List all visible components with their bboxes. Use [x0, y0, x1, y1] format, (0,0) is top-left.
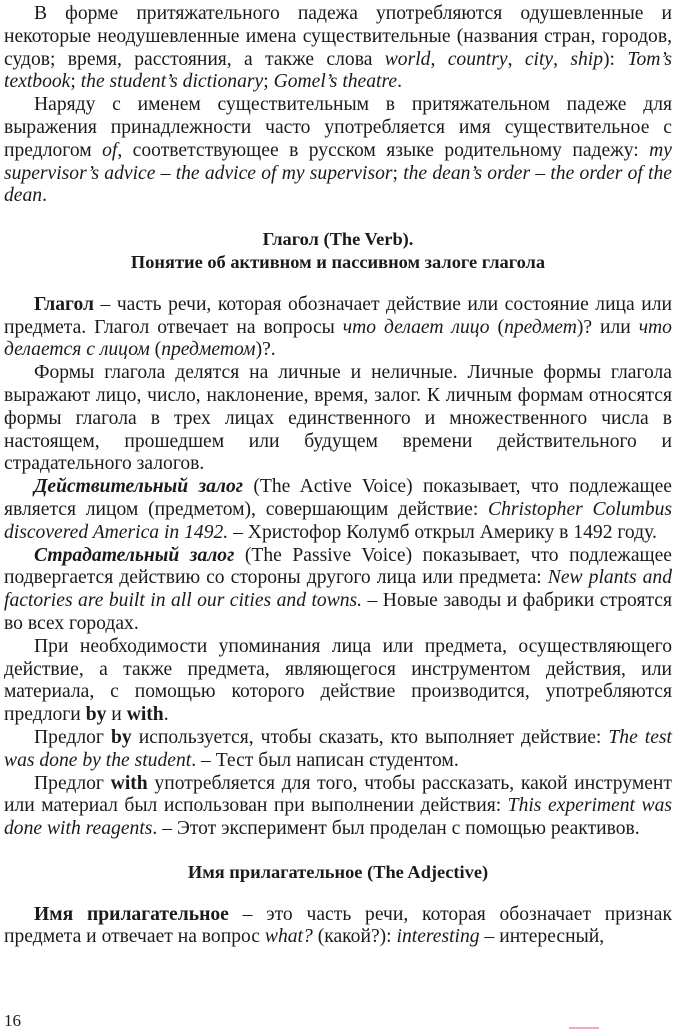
paragraph-of-construction: Наряду с именем существительным в притяжательном падеже для выражения принадлежности часто употребляется имя существительное с предлогом of, соответствующее в русском языке родительному падежу: my supervisor’s advice – the advice of my supervisor; the dean’s order – the order of the dean.: [4, 94, 672, 207]
page-body: [4, 3, 672, 949]
spacer: [4, 274, 672, 294]
paragraph-verb-definition: Глагол – часть речи, которая обозначает действие или состояние лица или предмета. Глагол отвечает на вопросы что делает лицо (предмет)? или что делается с лицом (предметом)?.: [4, 293, 672, 361]
paragraph-verb-forms: Формы глагола делятся на личные и неличные. Личные формы глагола выражают лицо, число, наклонение, время, залог. К личным формам относятся формы глагола в трех лицах единственного и множественного числа в настоящем, прошедшем или будущем времени действительного и страдательного залогов.: [4, 362, 672, 475]
spacer: [4, 884, 672, 904]
section-heading-adjective: Имя прилагательное (The Adjective): [187, 861, 489, 882]
paragraph-active-voice: Действительный залог (The Active Voice) показывает, что подлежащее является лицом (предметом), совершающим действие: Christopher Columbus discovered America in 1492. – Христофор Колумб открыл Америку в 1492 году.: [4, 476, 672, 543]
page-number: 16: [4, 1011, 21, 1030]
paragraph-possessive-case: В форме притяжательного падежа употребляются одушевленные и некоторые неодушевленные имена существительные (названия стран, городов, судов; время, расстояния, а также слова world, country, city, ship): Tom’s textbook; the student’s dictionary; Gomel’s theatre.: [4, 3, 673, 93]
spacer: [4, 208, 672, 228]
section-heading-verb: Глагол (The Verb). Понятие об активном и пассивном залоге глагола: [130, 229, 546, 272]
paragraph-preposition-by: Предлог by используется, чтобы сказать, кто выполняет действие: The test was done by the student. – Тест был написан студентом.: [4, 726, 672, 771]
paragraph-adjective-definition: Имя прилагательное – это часть речи, которая обозначает признак предмета и отвечает на вопрос what? (какой?): interesting – интересный,: [4, 903, 672, 948]
paragraph-prepositions: При необходимости упоминания лица или предмета, осуществляющего действие, а также предмета, являющегося инструментом действия, или материала, с помощью которого действие производится, употребляются предлоги by и with.: [4, 635, 672, 726]
paragraph-passive-voice: Страдательный залог (The Passive Voice) показывает, что подлежащее подвергается действию со стороны другого лица или предмета: New plants and factories are built in all our cities and towns. – Новые заводы и фабрики строятся во всех городах.: [4, 544, 672, 634]
edge-mark: [569, 1027, 599, 1029]
spacer: [4, 841, 672, 861]
paragraph-preposition-with: Предлог with употребляется для того, чтобы рассказать, какой инструмент или материал был использован при выполнении действия: This experiment was done with reagents. – Этот эксперимент был проделан с помощью реактивов.: [4, 772, 673, 840]
